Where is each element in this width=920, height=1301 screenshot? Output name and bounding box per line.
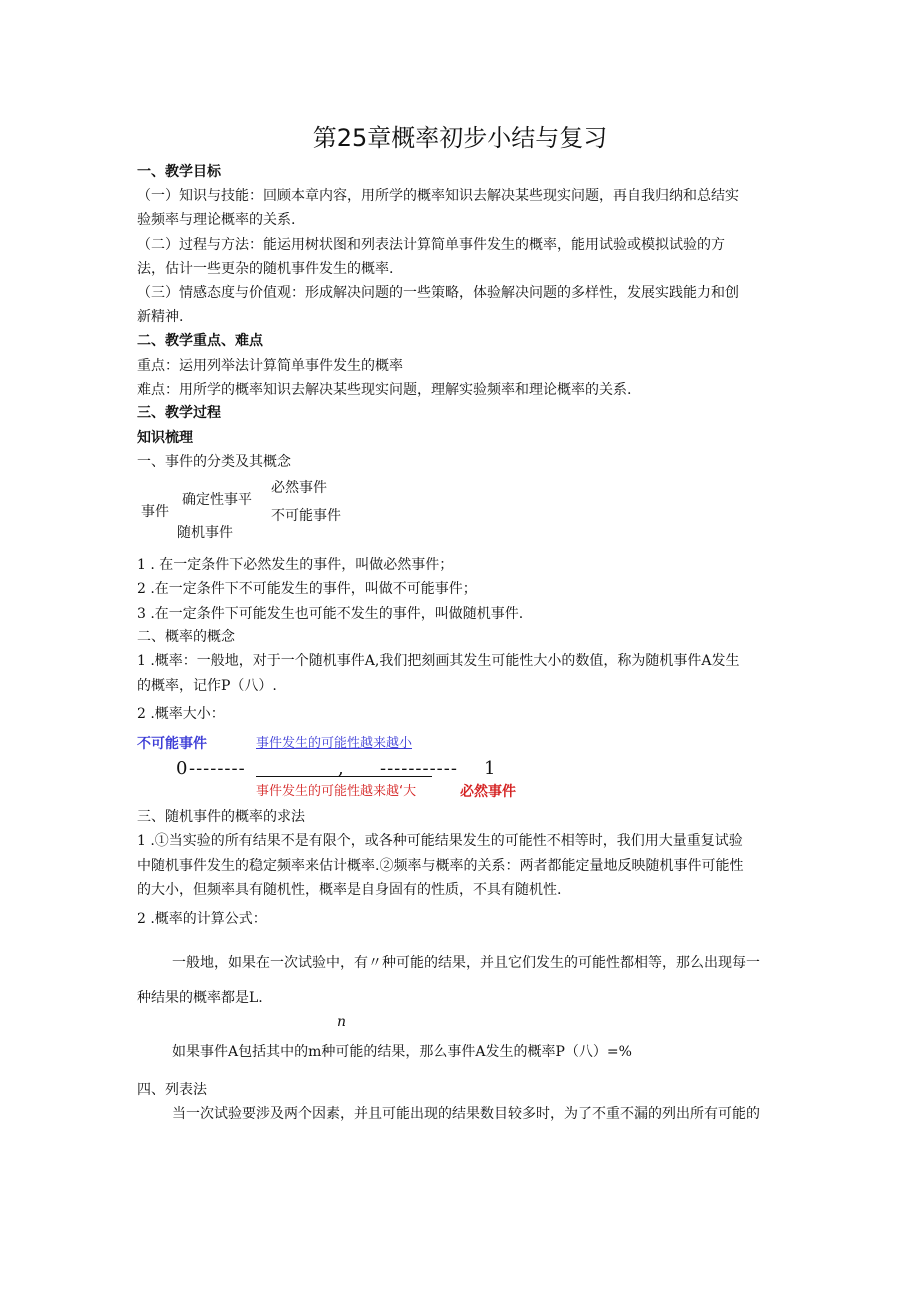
method-frequency-line1: 1 .①当实验的所有结果不是有限个，或各种可能结果发生的可能性不相等时，我们用大量重复试验 [137,833,743,849]
scale-one: 1 [484,758,496,779]
formula-denominator-n: n [337,1014,347,1030]
topic-probability-methods: 三、随机事件的概率的求法 [137,809,305,825]
formula-equal-outcomes-line1: 一般地，如果在一次试验中，有〃种可能的结果，并且它们发生的可能性都相等，那么出现每一 [172,955,760,971]
definition-certain: 1 . 在一定条件下必然发生的事件，叫做必然事件； [137,557,454,573]
goal-knowledge-line1: （一）知识与技能：回顾本章内容，用所学的概率知识去解决某些现实问题，再自我归纳和总结实 [137,188,739,204]
scale-comma: , [338,758,344,779]
key-point: 重点：运用列举法计算简单事件发生的概率 [137,358,403,374]
page-title: 第25章概率初步小结与复习 [312,124,608,152]
topic-event-classification: 一、事件的分类及其概念 [137,454,291,470]
section-heading-keypoints: 二、教学重点、难点 [137,333,263,349]
goal-knowledge-line2: 验频率与理论概率的关系. [137,212,296,228]
scale-smaller-label: 事件发生的可能性越来越小 [256,736,413,751]
tree-deterministic-event: 确定性事平 [182,492,252,508]
topic-list-method: 四、列表法 [137,1082,207,1098]
formula-equal-outcomes-line2: 种结果的概率都是L. [137,990,263,1006]
section-heading-process: 三、教学过程 [137,405,221,421]
scale-zero: 0 [176,758,188,779]
formula-heading: 2 .概率的计算公式： [137,911,267,927]
scale-dashes-left: -------- [189,758,246,779]
probability-size-label: 2 .概率大小： [137,706,225,722]
scale-dashes-right: ----------- [380,758,458,779]
method-frequency-line2: 中随机事件发生的稳定频率来估计概率.②频率与概率的关系：两者都能定量地反映随机事件可能性 [137,858,744,874]
formula-event-probability: 如果事件A包括其中的m种可能的结果，那么事件A发生的概率P（八）=% [172,1044,632,1060]
subheading-knowledge-review: 知识梳理 [137,430,193,446]
method-frequency-line3: 的大小，但频率具有随机性，概率是自身固有的性质，不具有随机性. [137,882,562,898]
probability-definition-line1: 1 .概率：一般地，对于一个随机事件A,我们把刻画其发生可能性大小的数值，称为随机事件A发生 [137,653,740,669]
goal-process-line2: 法，估计一些更杂的随机事件发生的概率. [137,261,394,277]
section-heading-goals: 一、教学目标 [137,164,221,180]
goal-process-line1: （二）过程与方法：能运用树状图和列表法计算简单事件发生的概率，能用试验或模拟试验的方 [137,237,725,253]
goal-attitude-line2: 新精神. [137,309,184,325]
definition-impossible: 2 .在一定条件下不可能发生的事件，叫做不可能事件； [137,581,477,597]
tree-certain-event: 必然事件 [271,480,327,496]
definition-random: 3 .在一定条件下可能发生也可能不发生的事件，叫做随机事件. [137,606,524,622]
difficult-point: 难点：用所学的概率知识去解决某些现实问题，理解实验频率和理论概率的关系. [137,382,632,398]
tree-random-event: 随机事件 [177,525,233,541]
goal-attitude-line1: （三）情感态度与价值观：形成解决问题的一些策略，体验解决问题的多样性，发展实践能力和创 [137,285,739,301]
tree-root-event: 事件 [141,504,169,520]
tree-impossible-event: 不可能事件 [271,508,341,524]
topic-probability-concept: 二、概率的概念 [137,629,235,645]
probability-definition-line2: 的概率，记作P（八）. [137,678,277,694]
scale-certain-label: 必然事件 [460,784,516,800]
scale-impossible-label: 不可能事件 [137,736,207,752]
list-method-text: 当一次试验要涉及两个因素，并且可能出现的结果数目较多时，为了不重不漏的列出所有可能的 [172,1106,760,1122]
scale-larger-label: 事件发生的可能性越来越‘大 [256,784,417,799]
